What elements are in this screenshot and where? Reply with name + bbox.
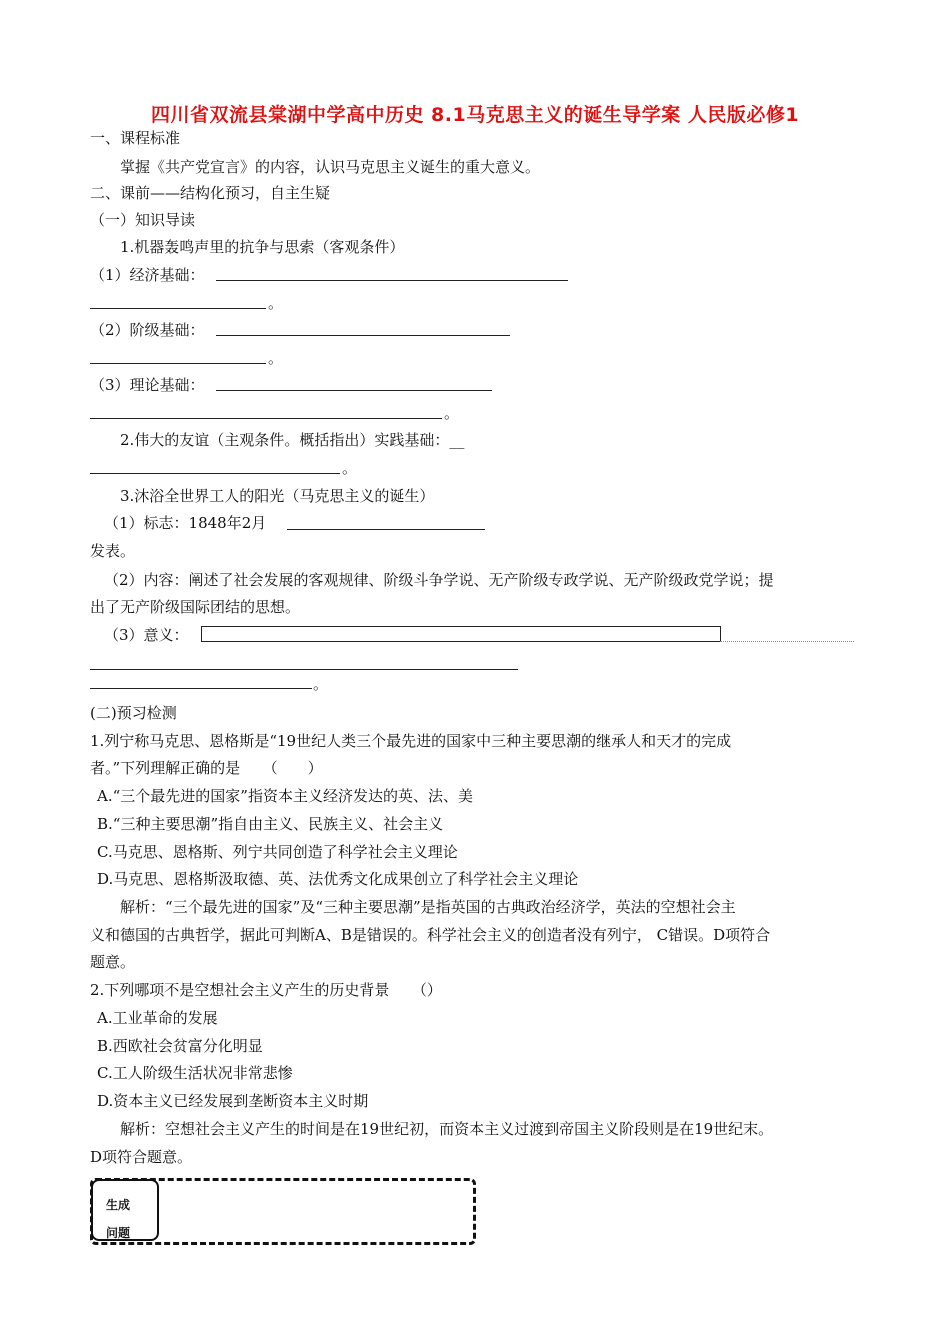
economic-basis-blank-2[interactable] xyxy=(90,308,266,309)
curriculum-standard-text: 掌握《共产党宣言》的内容，认识马克思主义诞生的重大意义。 xyxy=(120,158,541,176)
meaning-blank-3[interactable] xyxy=(90,688,312,689)
q1-stem-line-1: 1.列宁称马克思、恩格斯是“19世纪人类三个最先进的国家中三种主要思潮的继承人和天才的完成 xyxy=(90,732,732,750)
q1-option-a: A.“三个最先进的国家”指资本主义经济发达的英、法、美 xyxy=(97,787,473,805)
publish-text: 发表。 xyxy=(90,542,136,560)
meaning-dotted-line xyxy=(720,641,854,642)
class-basis-blank[interactable] xyxy=(216,335,510,336)
sign-label: （1）标志：1848年2月 xyxy=(104,514,267,532)
q2-stem: 2.下列哪项不是空想社会主义产生的历史背景 （） xyxy=(90,981,442,999)
q1-explanation-1: 解析：“三个最先进的国家”及“三种主要思潮”是指英国的古典政治经济学，英法的空想社会主 xyxy=(120,898,736,916)
q2-option-c: C.工人阶级生活状况非常悲惨 xyxy=(97,1064,293,1082)
q2-explanation-1: 解析：空想社会主义产生的时间是在19世纪初，而资本主义过渡到帝国主义阶段则是在19世纪末。 xyxy=(120,1120,774,1138)
knowledge-guide-heading: （一）知识导读 xyxy=(90,211,196,229)
theory-basis-blank-2[interactable] xyxy=(90,418,442,419)
q1-option-b: B.“三种主要思潮”指自由主义、民族主义、社会主义 xyxy=(97,815,444,833)
practice-basis-blank[interactable] xyxy=(90,473,340,474)
theory-basis-label: （3）理论基础： xyxy=(90,376,205,394)
class-basis-blank-2[interactable] xyxy=(90,363,266,364)
birth-heading: 3.沐浴全世界工人的阳光（马克思主义的诞生） xyxy=(120,487,435,505)
q1-explanation-2: 义和德国的古典哲学，据此可判断A、B是错误的。科学社会主义的创造者没有列宁， C错误。D项符合 xyxy=(90,926,771,944)
q2-option-b: B.西欧社会贫富分化明显 xyxy=(97,1037,263,1055)
meaning-label: （3）意义： xyxy=(104,626,189,644)
q2-option-a: A.工业革命的发展 xyxy=(97,1009,218,1027)
q1-explanation-3: 题意。 xyxy=(90,953,136,971)
period-mark: 。 xyxy=(444,404,460,422)
section-1-heading: 一、课程标准 xyxy=(90,129,181,147)
economic-basis-label: （1）经济基础： xyxy=(90,266,205,284)
content-line-1: （2）内容：阐述了社会发展的客观规律、阶级斗争学说、无产阶级专政学说、无产阶级政党学说；提 xyxy=(104,571,774,589)
generated-questions-label-2: 问题 xyxy=(106,1226,131,1240)
preview-check-heading: (二)预习检测 xyxy=(90,704,177,722)
period-mark: 。 xyxy=(268,294,284,312)
q2-explanation-2: D项符合题意。 xyxy=(90,1148,193,1166)
q1-stem-line-2: 者。”下列理解正确的是 （ ） xyxy=(90,759,323,777)
q2-option-d: D.资本主义已经发展到垄断资本主义时期 xyxy=(97,1092,369,1110)
q1-option-c: C.马克思、恩格斯、列宁共同创造了科学社会主义理论 xyxy=(97,843,458,861)
theory-basis-blank[interactable] xyxy=(216,390,492,391)
q1-option-d: D.马克思、恩格斯汲取德、英、法优秀文化成果创立了科学社会主义理论 xyxy=(97,870,579,888)
generated-questions-label-1: 生成 xyxy=(106,1198,131,1212)
friendship-heading: 2.伟大的友谊（主观条件。概括指出）实践基础：__ xyxy=(120,431,465,449)
content-line-2: 出了无产阶级国际团结的思想。 xyxy=(90,598,301,616)
meaning-input-box[interactable] xyxy=(201,626,721,642)
meaning-blank-2[interactable] xyxy=(90,669,518,670)
class-basis-label: （2）阶级基础： xyxy=(90,321,205,339)
period-mark: 。 xyxy=(342,459,358,477)
section-2-heading: 二、课前——结构化预习，自主生疑 xyxy=(90,184,331,202)
sign-blank[interactable] xyxy=(287,529,485,530)
period-mark: 。 xyxy=(313,675,329,693)
economic-basis-blank[interactable] xyxy=(216,280,568,281)
objective-conditions-heading: 1.机器轰鸣声里的抗争与思索（客观条件） xyxy=(120,238,405,256)
document-title: 四川省双流县棠湖中学高中历史 8.1马克思主义的诞生导学案 人民版必修1 xyxy=(150,104,800,126)
period-mark: 。 xyxy=(268,349,284,367)
